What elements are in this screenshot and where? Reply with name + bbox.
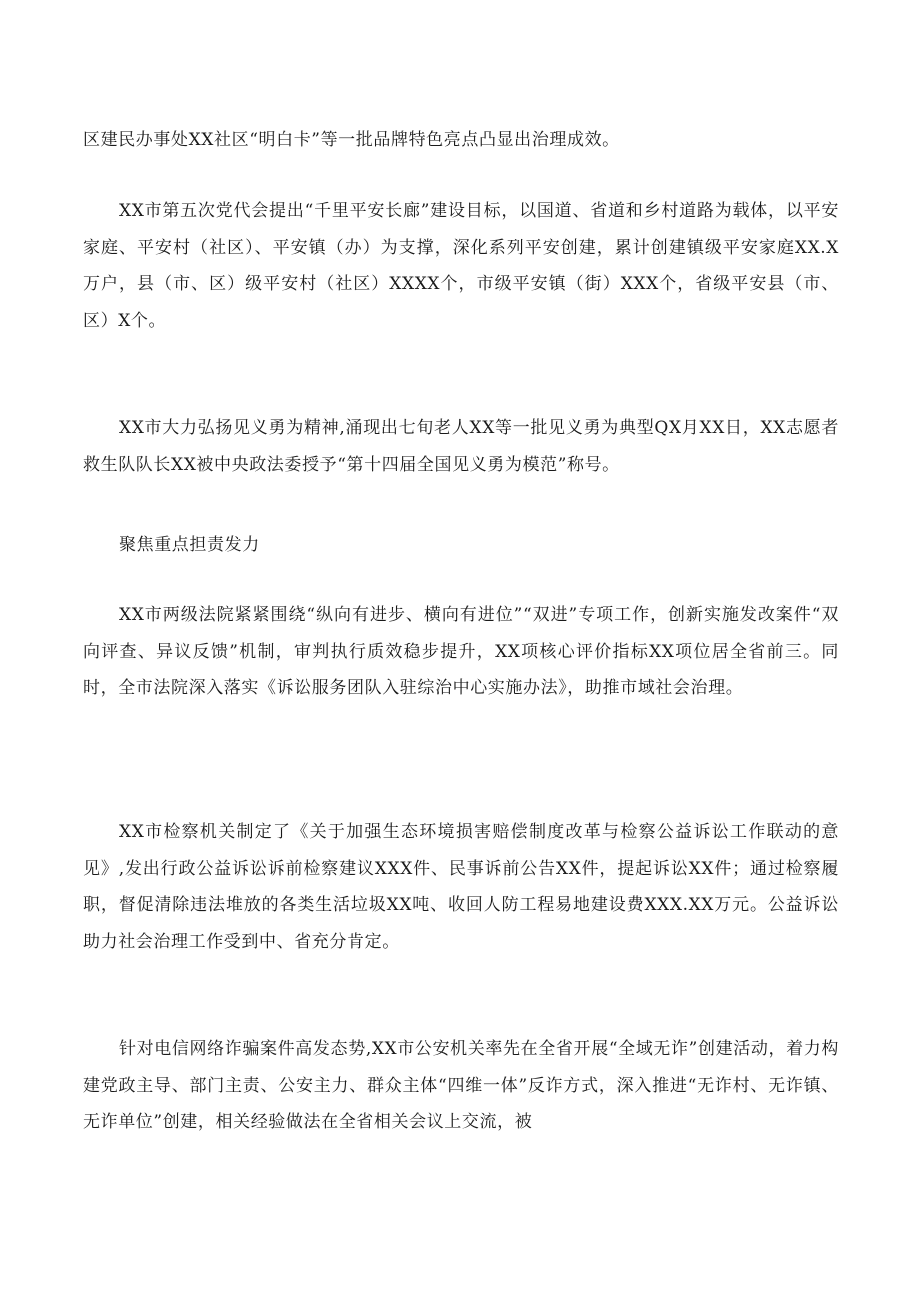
paragraph-heroism: XX市大力弘扬见义勇为精神,涌现出七旬老人XX等一批见义勇为典型QX月XX日，XX志愿者救生队队长XX被中央政法委授予“第十四届全国见义勇为模范”称号。 xyxy=(83,418,839,475)
paragraph-courts: XX市两级法院紧紧围绕“纵向有进步、横向有进位”“双进”专项工作，创新实施发改案件“双向评查、异议反馈”机制，审判执行质效稳步提升，XX项核心评价指标XX项位居全省前三。同时，全市法院深入落实《诉讼服务团队入驻综治中心实施办法》，助推市域社会治理。 xyxy=(83,605,839,698)
paragraph-procuratorate: XX市检察机关制定了《关于加强生态环境损害赔偿制度改革与检察公益诉讼工作联动的意见》,发出行政公益诉讼诉前检察建议XXX件、民事诉前公告XX件，提起诉讼XX件；通过检察履职，督促清除违法堆放的各类生活垃圾XX吨、收回人防工程易地建设费XXX.XX万元。公益诉讼助力社会治理工作受到中、省充分肯定。 xyxy=(83,822,839,952)
paragraph-continuation: 区建民办事处XX社区“明白卡”等一批品牌特色亮点凸显出治理成效。 xyxy=(83,130,620,150)
paragraph-anti-fraud: 针对电信网络诈骗案件高发态势,XX市公安机关率先在全省开展“全域无诈”创建活动，着力构建党政主导、部门主责、公安主力、群众主体“四维一体”反诈方式，深入推进“无诈村、无诈镇、无诈单位”创建，相关经验做法在全省相关会议上交流，被 xyxy=(83,1039,839,1132)
paragraph-safety-corridor: XX市第五次党代会提出“千里平安长廊”建设目标，以国道、省道和乡村道路为载体，以平安家庭、平安村（社区）、平安镇（办）为支撑，深化系列平安创建，累计创建镇级平安家庭XX.X万户，县（市、区）级平安村（社区）XXXX个，市级平安镇（街）XXX个，省级平安县（市、区）X个。 xyxy=(83,201,839,331)
section-heading: 聚焦重点担责发力 xyxy=(119,535,260,555)
